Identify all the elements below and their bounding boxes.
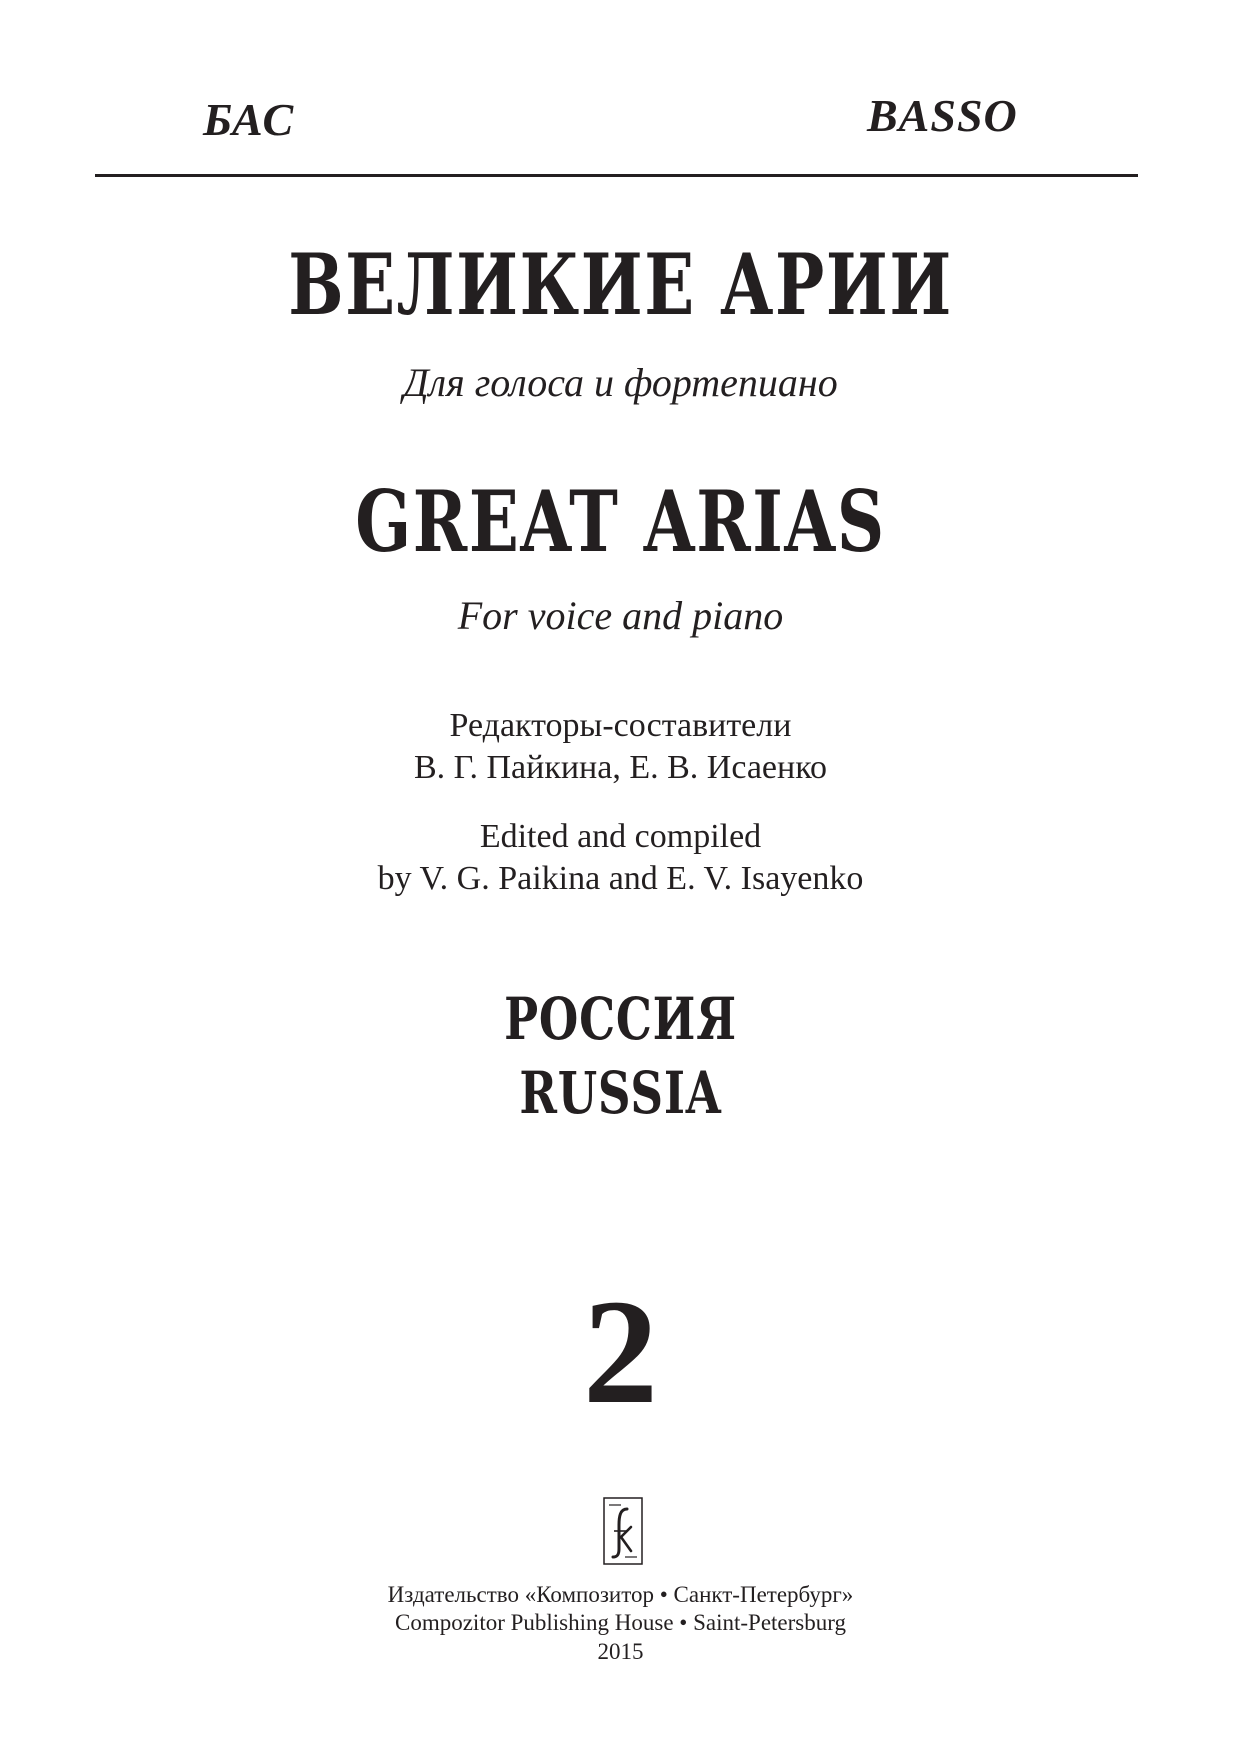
volume-number: 2 [583, 1269, 658, 1435]
country-ru: РОССИЯ [504, 985, 737, 1053]
editors-heading-en: Edited and compiled [479, 818, 762, 855]
header-divider [95, 174, 1138, 177]
compozitor-logo-icon [603, 1497, 643, 1565]
publisher-ru: Издательство «Композитор • Санкт-Петербург» [387, 1582, 854, 1607]
editors-names-en: by V. G. Paikina and E. V. Isayenko [377, 860, 864, 897]
title-en: GREAT ARIAS [355, 472, 886, 571]
voice-type-en: BASSO [867, 90, 1018, 141]
editors-names-ru: В. Г. Пайкина, Е. В. Исаенко [413, 749, 827, 786]
subtitle-ru: Для голоса и фортепиано [403, 360, 838, 405]
title-ru: ВЕЛИКИЕ АРИИ [288, 235, 953, 334]
publication-year: 2015 [597, 1639, 644, 1664]
subtitle-en: For voice and piano [457, 593, 784, 638]
editors-heading-ru: Редакторы-составители [449, 707, 792, 744]
country-en: RUSSIA [519, 1059, 722, 1127]
voice-type-ru: БАС [203, 94, 295, 145]
publisher-en: Compozitor Publishing House • Saint-Petersburg [394, 1610, 846, 1635]
